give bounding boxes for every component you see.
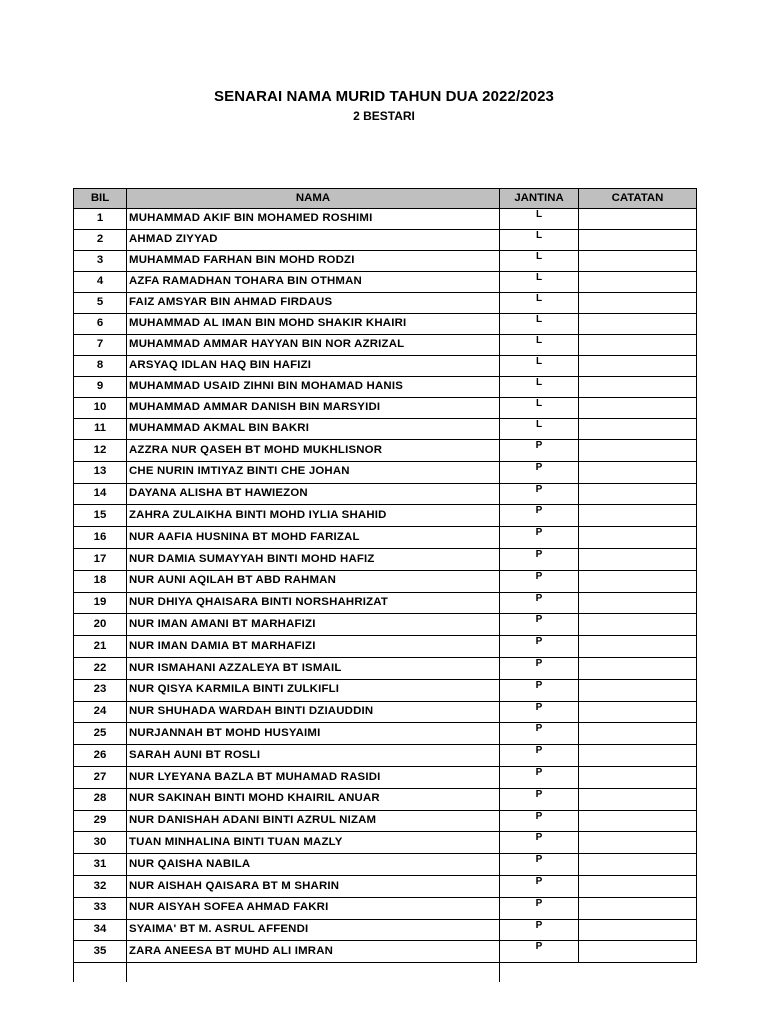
nama-cell: AZFA RAMADHAN TOHARA BIN OTHMAN bbox=[127, 272, 500, 293]
catatan-cell bbox=[579, 679, 697, 701]
table-row bbox=[74, 230, 697, 251]
jantina-cell: P bbox=[500, 570, 579, 592]
student-list-table bbox=[73, 188, 697, 982]
bil-cell: 31 bbox=[74, 854, 127, 876]
nama-cell: AHMAD ZIYYAD bbox=[127, 230, 500, 251]
jantina-cell: P bbox=[500, 636, 579, 658]
nama-cell: ZAHRA ZULAIKHA BINTI MOHD IYLIA SHAHID bbox=[127, 505, 500, 527]
catatan-cell bbox=[579, 314, 697, 335]
catatan-cell bbox=[579, 810, 697, 832]
jantina-cell: P bbox=[500, 875, 579, 897]
table-row bbox=[74, 272, 697, 293]
table-row bbox=[74, 461, 697, 483]
nama-cell: SARAH AUNI BT ROSLI bbox=[127, 745, 500, 767]
catatan-cell bbox=[579, 505, 697, 527]
jantina-cell: P bbox=[500, 788, 579, 810]
bil-cell: 19 bbox=[74, 592, 127, 614]
catatan-cell bbox=[579, 701, 697, 723]
nama-cell: CHE NURIN IMTIYAZ BINTI CHE JOHAN bbox=[127, 461, 500, 483]
nama-cell: NUR QAISHA NABILA bbox=[127, 854, 500, 876]
column-header-nama: NAMA bbox=[127, 189, 500, 209]
table-row bbox=[74, 657, 697, 679]
jantina-cell: L bbox=[500, 356, 579, 377]
bil-cell: 8 bbox=[74, 356, 127, 377]
nama-cell: DAYANA ALISHA BT HAWIEZON bbox=[127, 483, 500, 505]
catatan-cell bbox=[579, 548, 697, 570]
bil-cell: 32 bbox=[74, 875, 127, 897]
table-row bbox=[74, 483, 697, 505]
nama-cell: NUR DHIYA QHAISARA BINTI NORSHAHRIZAT bbox=[127, 592, 500, 614]
column-header-catatan: CATATAN bbox=[579, 189, 697, 209]
catatan-cell bbox=[579, 230, 697, 251]
catatan-cell bbox=[579, 788, 697, 810]
jantina-cell: L bbox=[500, 377, 579, 398]
table-row bbox=[74, 636, 697, 658]
nama-cell: MUHAMMAD AMMAR DANISH BIN MARSYIDI bbox=[127, 398, 500, 419]
nama-cell: NUR LYEYANA BAZLA BT MUHAMAD RASIDI bbox=[127, 766, 500, 788]
catatan-cell bbox=[579, 875, 697, 897]
table-row bbox=[74, 766, 697, 788]
jantina-cell: P bbox=[500, 941, 579, 963]
catatan-cell bbox=[579, 941, 697, 963]
jantina-cell: P bbox=[500, 701, 579, 723]
catatan-cell bbox=[579, 592, 697, 614]
nama-cell: MUHAMMAD AMMAR HAYYAN BIN NOR AZRIZAL bbox=[127, 335, 500, 356]
nama-cell: NUR IMAN DAMIA BT MARHAFIZI bbox=[127, 636, 500, 658]
jantina-cell: P bbox=[500, 440, 579, 462]
catatan-cell bbox=[579, 251, 697, 272]
catatan-cell bbox=[579, 919, 697, 941]
table-row bbox=[74, 505, 697, 527]
jantina-cell: L bbox=[500, 398, 579, 419]
nama-cell: NUR AAFIA HUSNINA BT MOHD FARIZAL bbox=[127, 527, 500, 549]
bil-cell: 13 bbox=[74, 461, 127, 483]
catatan-cell bbox=[579, 614, 697, 636]
table-row bbox=[74, 440, 697, 462]
table-row bbox=[74, 356, 697, 377]
table-row bbox=[74, 919, 697, 941]
jantina-cell: P bbox=[500, 919, 579, 941]
bil-cell: 27 bbox=[74, 766, 127, 788]
jantina-cell: P bbox=[500, 832, 579, 854]
nama-cell: AZZRA NUR QASEH BT MOHD MUKHLISNOR bbox=[127, 440, 500, 462]
nama-cell: MUHAMMAD AL IMAN BIN MOHD SHAKIR KHAIRI bbox=[127, 314, 500, 335]
catatan-cell bbox=[579, 766, 697, 788]
catatan-cell bbox=[579, 897, 697, 919]
catatan-cell bbox=[579, 398, 697, 419]
bil-cell: 7 bbox=[74, 335, 127, 356]
bil-cell: 5 bbox=[74, 293, 127, 314]
jantina-cell: P bbox=[500, 854, 579, 876]
catatan-cell bbox=[579, 527, 697, 549]
table-row bbox=[74, 209, 697, 230]
bil-cell: 10 bbox=[74, 398, 127, 419]
jantina-cell: P bbox=[500, 592, 579, 614]
bil-cell: 22 bbox=[74, 657, 127, 679]
table-row bbox=[74, 251, 697, 272]
jantina-cell: P bbox=[500, 745, 579, 767]
catatan-cell bbox=[579, 335, 697, 356]
catatan-cell bbox=[579, 209, 697, 230]
jantina-cell: L bbox=[500, 251, 579, 272]
table-header-row bbox=[74, 189, 697, 209]
bil-cell: 16 bbox=[74, 527, 127, 549]
catatan-cell bbox=[579, 483, 697, 505]
jantina-cell: P bbox=[500, 483, 579, 505]
jantina-cell: L bbox=[500, 335, 579, 356]
catatan-cell bbox=[579, 636, 697, 658]
jantina-cell: L bbox=[500, 419, 579, 440]
catatan-cell bbox=[579, 723, 697, 745]
table-row bbox=[74, 592, 697, 614]
nama-cell: NUR IMAN AMANI BT MARHAFIZI bbox=[127, 614, 500, 636]
bil-cell: 21 bbox=[74, 636, 127, 658]
table-row bbox=[74, 810, 697, 832]
nama-cell: ARSYAQ IDLAN HAQ BIN HAFIZI bbox=[127, 356, 500, 377]
bil-cell: 6 bbox=[74, 314, 127, 335]
bil-cell: 35 bbox=[74, 941, 127, 963]
bil-cell: 29 bbox=[74, 810, 127, 832]
bil-cell: 2 bbox=[74, 230, 127, 251]
nama-cell: NUR SHUHADA WARDAH BINTI DZIAUDDIN bbox=[127, 701, 500, 723]
catatan-cell bbox=[579, 419, 697, 440]
bil-cell: 15 bbox=[74, 505, 127, 527]
table-row bbox=[74, 314, 697, 335]
column-header-jantina: JANTINA bbox=[500, 189, 579, 209]
nama-cell: NUR AISHAH QAISARA BT M SHARIN bbox=[127, 875, 500, 897]
jantina-cell: P bbox=[500, 527, 579, 549]
table-row bbox=[74, 854, 697, 876]
nama-cell: NUR ISMAHANI AZZALEYA BT ISMAIL bbox=[127, 657, 500, 679]
blank-jantina-cell bbox=[500, 963, 579, 983]
table-row bbox=[74, 897, 697, 919]
bil-cell: 14 bbox=[74, 483, 127, 505]
blank-catatan-cell bbox=[579, 963, 697, 983]
table-row bbox=[74, 875, 697, 897]
bil-cell: 34 bbox=[74, 919, 127, 941]
blank-table-row bbox=[74, 963, 697, 983]
bil-cell: 12 bbox=[74, 440, 127, 462]
nama-cell: FAIZ AMSYAR BIN AHMAD FIRDAUS bbox=[127, 293, 500, 314]
bil-cell: 23 bbox=[74, 679, 127, 701]
table-row bbox=[74, 527, 697, 549]
jantina-cell: L bbox=[500, 230, 579, 251]
student-list-table-wrap bbox=[73, 188, 696, 958]
nama-cell: NUR DANISHAH ADANI BINTI AZRUL NIZAM bbox=[127, 810, 500, 832]
table-row bbox=[74, 614, 697, 636]
nama-cell: SYAIMA' BT M. ASRUL AFFENDI bbox=[127, 919, 500, 941]
jantina-cell: P bbox=[500, 810, 579, 832]
page-title: SENARAI NAMA MURID TAHUN DUA 2022/2023 bbox=[214, 88, 554, 105]
bil-cell: 25 bbox=[74, 723, 127, 745]
jantina-cell: P bbox=[500, 548, 579, 570]
table-row bbox=[74, 570, 697, 592]
table-row bbox=[74, 335, 697, 356]
bil-cell: 1 bbox=[74, 209, 127, 230]
table-row bbox=[74, 293, 697, 314]
nama-cell: NURJANNAH BT MOHD HUSYAIMI bbox=[127, 723, 500, 745]
bil-cell: 11 bbox=[74, 419, 127, 440]
catatan-cell bbox=[579, 745, 697, 767]
bil-cell: 17 bbox=[74, 548, 127, 570]
table-row bbox=[74, 679, 697, 701]
catatan-cell bbox=[579, 440, 697, 462]
nama-cell: NUR AUNI AQILAH BT ABD RAHMAN bbox=[127, 570, 500, 592]
table-row bbox=[74, 832, 697, 854]
catatan-cell bbox=[579, 657, 697, 679]
nama-cell: MUHAMMAD AKMAL BIN BAKRI bbox=[127, 419, 500, 440]
table-row bbox=[74, 548, 697, 570]
bil-cell: 26 bbox=[74, 745, 127, 767]
bil-cell: 3 bbox=[74, 251, 127, 272]
column-header-bil: BIL bbox=[74, 189, 127, 209]
jantina-cell: P bbox=[500, 657, 579, 679]
nama-cell: NUR AISYAH SOFEA AHMAD FAKRI bbox=[127, 897, 500, 919]
blank-nama-cell bbox=[127, 963, 500, 983]
nama-cell: MUHAMMAD AKIF BIN MOHAMED ROSHIMI bbox=[127, 209, 500, 230]
bil-cell: 24 bbox=[74, 701, 127, 723]
jantina-cell: L bbox=[500, 314, 579, 335]
bil-cell: 28 bbox=[74, 788, 127, 810]
catatan-cell bbox=[579, 293, 697, 314]
bil-cell: 20 bbox=[74, 614, 127, 636]
table-row bbox=[74, 419, 697, 440]
bil-cell: 18 bbox=[74, 570, 127, 592]
nama-cell: NUR DAMIA SUMAYYAH BINTI MOHD HAFIZ bbox=[127, 548, 500, 570]
table-row bbox=[74, 377, 697, 398]
jantina-cell: P bbox=[500, 505, 579, 527]
jantina-cell: P bbox=[500, 679, 579, 701]
jantina-cell: P bbox=[500, 897, 579, 919]
nama-cell: NUR SAKINAH BINTI MOHD KHAIRIL ANUAR bbox=[127, 788, 500, 810]
nama-cell: MUHAMMAD FARHAN BIN MOHD RODZI bbox=[127, 251, 500, 272]
table-row bbox=[74, 941, 697, 963]
jantina-cell: L bbox=[500, 272, 579, 293]
jantina-cell: P bbox=[500, 461, 579, 483]
jantina-cell: L bbox=[500, 293, 579, 314]
table-row bbox=[74, 398, 697, 419]
nama-cell: NUR QISYA KARMILA BINTI ZULKIFLI bbox=[127, 679, 500, 701]
nama-cell: MUHAMMAD USAID ZIHNI BIN MOHAMAD HANIS bbox=[127, 377, 500, 398]
jantina-cell: L bbox=[500, 209, 579, 230]
nama-cell: TUAN MINHALINA BINTI TUAN MAZLY bbox=[127, 832, 500, 854]
bil-cell: 33 bbox=[74, 897, 127, 919]
table-row bbox=[74, 723, 697, 745]
blank-bil-cell bbox=[74, 963, 127, 983]
table-row bbox=[74, 701, 697, 723]
catatan-cell bbox=[579, 570, 697, 592]
table-row bbox=[74, 788, 697, 810]
bil-cell: 9 bbox=[74, 377, 127, 398]
catatan-cell bbox=[579, 377, 697, 398]
bil-cell: 30 bbox=[74, 832, 127, 854]
catatan-cell bbox=[579, 832, 697, 854]
catatan-cell bbox=[579, 272, 697, 293]
bil-cell: 4 bbox=[74, 272, 127, 293]
page-subtitle: 2 BESTARI bbox=[353, 109, 415, 123]
table-row bbox=[74, 745, 697, 767]
catatan-cell bbox=[579, 461, 697, 483]
jantina-cell: P bbox=[500, 766, 579, 788]
jantina-cell: P bbox=[500, 723, 579, 745]
jantina-cell: P bbox=[500, 614, 579, 636]
nama-cell: ZARA ANEESA BT MUHD ALI IMRAN bbox=[127, 941, 500, 963]
catatan-cell bbox=[579, 356, 697, 377]
catatan-cell bbox=[579, 854, 697, 876]
